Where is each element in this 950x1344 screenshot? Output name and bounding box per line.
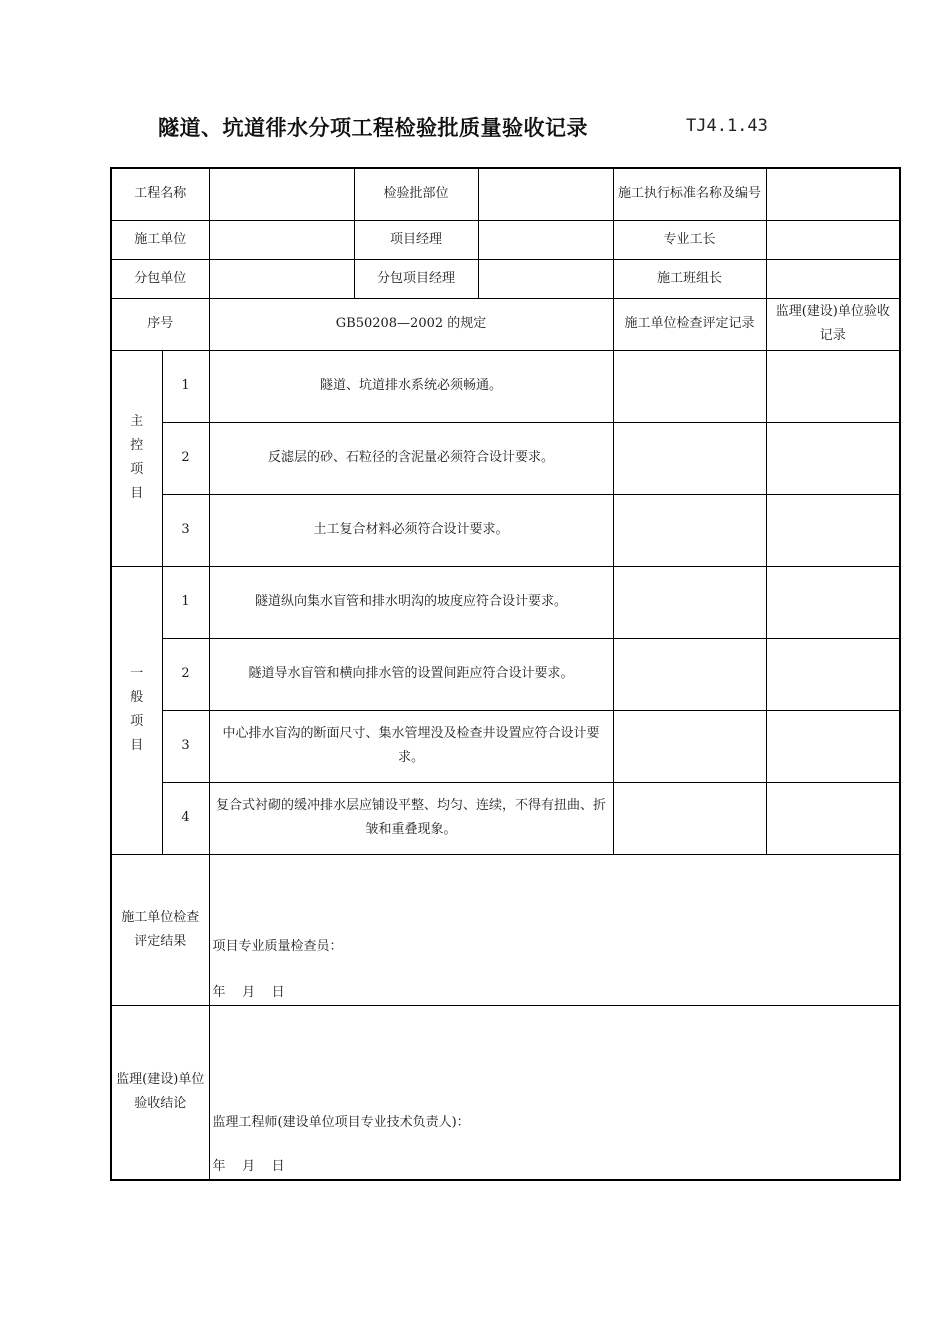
main-group-label: 主控项目 bbox=[111, 350, 162, 566]
regulation-header: GB50208—2002 的规定 bbox=[209, 298, 613, 350]
construction-unit-label: 施工单位 bbox=[111, 220, 209, 259]
supervision-result-cell[interactable] bbox=[209, 1005, 900, 1180]
supervision-result-row bbox=[111, 1005, 900, 1180]
form-code: TJ4.1.43 bbox=[686, 116, 768, 136]
document-title: 隧道、坑道徘水分项工程检验批质量验收记录 bbox=[158, 116, 588, 140]
supervising-engineer-label: 监理工程师(建设单位项目专业技术负责人)： bbox=[212, 1114, 470, 1130]
supervision-record-header: 监理(建设)单位验收记录 bbox=[766, 298, 900, 350]
foreman-label: 专业工长 bbox=[613, 220, 766, 259]
team-leader-value[interactable] bbox=[766, 259, 900, 298]
title-row bbox=[0, 112, 950, 152]
item-requirement: 隧道纵向集水盲管和排水明沟的坡度应符合设计要求。 bbox=[209, 566, 613, 638]
table-row bbox=[111, 422, 900, 494]
item-number: 1 bbox=[162, 350, 209, 422]
subcontract-unit-value[interactable] bbox=[209, 259, 354, 298]
construction-record-cell[interactable] bbox=[613, 782, 766, 854]
item-number: 4 bbox=[162, 782, 209, 854]
inspection-form bbox=[110, 167, 901, 1181]
construction-record-cell[interactable] bbox=[613, 494, 766, 566]
team-leader-label: 施工班组长 bbox=[613, 259, 766, 298]
project-name-value[interactable] bbox=[209, 168, 354, 220]
header-row-3 bbox=[111, 259, 900, 298]
standard-label: 施工执行标准名称及编号 bbox=[613, 168, 766, 220]
column-header-row bbox=[111, 298, 900, 350]
header-row-2 bbox=[111, 220, 900, 259]
standard-value[interactable] bbox=[766, 168, 900, 220]
subcontract-manager-label: 分包项目经理 bbox=[354, 259, 478, 298]
supervision-record-cell[interactable] bbox=[766, 350, 900, 422]
seq-header: 序号 bbox=[111, 298, 209, 350]
item-requirement: 反滤层的砂、石粒径的含泥量必须符合设计要求。 bbox=[209, 422, 613, 494]
supervision-record-cell[interactable] bbox=[766, 710, 900, 782]
item-requirement: 中心排水盲沟的断面尺寸、集水管埋没及检查井设置应符合设计要求。 bbox=[209, 710, 613, 782]
supervision-record-cell[interactable] bbox=[766, 422, 900, 494]
supervision-record-cell[interactable] bbox=[766, 638, 900, 710]
supervision-record-cell[interactable] bbox=[766, 782, 900, 854]
foreman-value[interactable] bbox=[766, 220, 900, 259]
date-line: 年 月 日 bbox=[212, 984, 285, 1000]
supervision-record-cell[interactable] bbox=[766, 566, 900, 638]
supervision-result-label: 监理(建设)单位验收结论 bbox=[111, 1005, 209, 1180]
item-number: 3 bbox=[162, 494, 209, 566]
general-group-label: 一般项目 bbox=[111, 566, 162, 854]
inspection-part-value[interactable] bbox=[478, 168, 613, 220]
construction-record-cell[interactable] bbox=[613, 638, 766, 710]
project-manager-value[interactable] bbox=[478, 220, 613, 259]
table-row bbox=[111, 566, 900, 638]
item-number: 2 bbox=[162, 422, 209, 494]
project-name-label: 工程名称 bbox=[111, 168, 209, 220]
construction-result-label: 施工单位检查评定结果 bbox=[111, 854, 209, 1005]
project-manager-label: 项目经理 bbox=[354, 220, 478, 259]
item-requirement: 隧道导水盲管和横向排水管的设置间距应符合设计要求。 bbox=[209, 638, 613, 710]
table-row bbox=[111, 494, 900, 566]
quality-inspector-label: 项目专业质量检查员： bbox=[212, 938, 343, 954]
supervision-record-cell[interactable] bbox=[766, 494, 900, 566]
construction-record-cell[interactable] bbox=[613, 710, 766, 782]
inspection-part-label: 检验批部位 bbox=[354, 168, 478, 220]
item-requirement: 土工复合材料必须符合设计要求。 bbox=[209, 494, 613, 566]
subcontract-manager-value[interactable] bbox=[478, 259, 613, 298]
construction-unit-value[interactable] bbox=[209, 220, 354, 259]
construction-record-header: 施工单位检查评定记录 bbox=[613, 298, 766, 350]
item-requirement: 隧道、坑道排水系统必须畅通。 bbox=[209, 350, 613, 422]
table-row bbox=[111, 638, 900, 710]
header-row-1 bbox=[111, 168, 900, 220]
construction-record-cell[interactable] bbox=[613, 566, 766, 638]
date-line: 年 月 日 bbox=[212, 1159, 285, 1174]
item-requirement: 复合式衬砌的缓冲排水层应铺设平整、均匀、连续，不得有扭曲、折皱和重叠现象。 bbox=[209, 782, 613, 854]
construction-record-cell[interactable] bbox=[613, 422, 766, 494]
item-number: 2 bbox=[162, 638, 209, 710]
construction-result-cell[interactable] bbox=[209, 854, 900, 1005]
item-number: 1 bbox=[162, 566, 209, 638]
table-row bbox=[111, 710, 900, 782]
construction-record-cell[interactable] bbox=[613, 350, 766, 422]
subcontract-unit-label: 分包单位 bbox=[111, 259, 209, 298]
table-row bbox=[111, 350, 900, 422]
item-number: 3 bbox=[162, 710, 209, 782]
table-row bbox=[111, 782, 900, 854]
construction-result-row bbox=[111, 854, 900, 1005]
